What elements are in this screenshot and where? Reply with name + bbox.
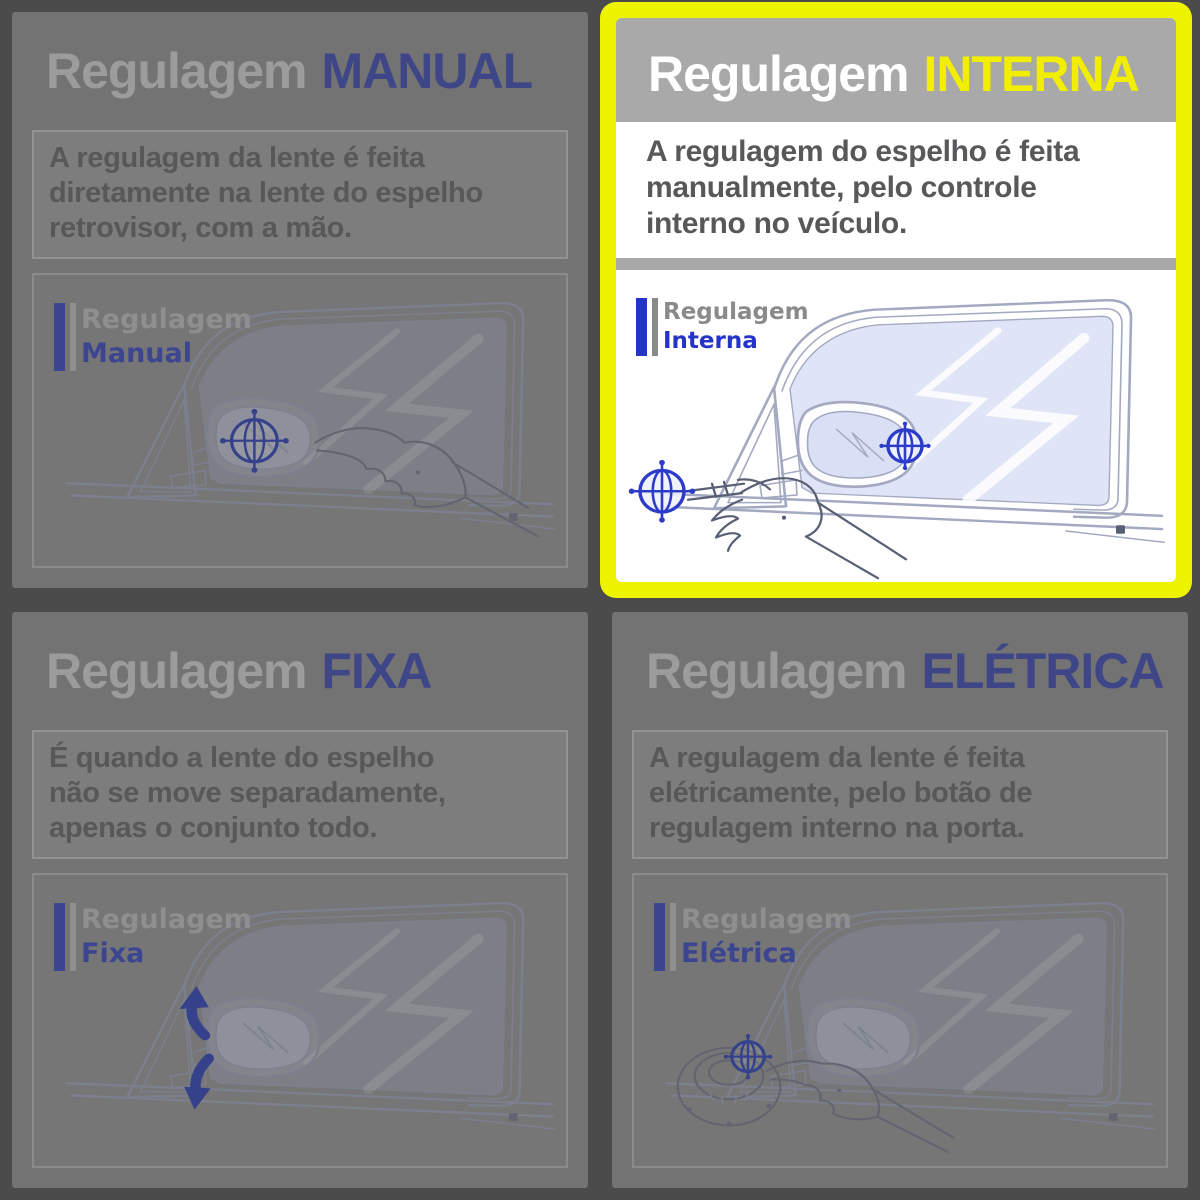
- description-line: diretamente na lente do espelho: [49, 177, 483, 209]
- description-line: retrovisor, com a mão.: [49, 212, 352, 244]
- description-box: [632, 730, 1168, 859]
- label-bar-blue: [54, 903, 65, 971]
- description-line: A regulagem do espelho é feita: [646, 135, 1080, 168]
- description-line: não se move separadamente,: [49, 777, 446, 809]
- label-bar-blue: [636, 298, 647, 356]
- header-accent-interna: INTERNA: [923, 46, 1139, 102]
- highlighted-panel-body: [616, 18, 1176, 582]
- description-line: regulagem interno na porta.: [649, 812, 1025, 844]
- illustration-fixa: [32, 873, 568, 1168]
- header-prefix: Regulagem: [646, 643, 907, 699]
- panel-regulagem-fixa[interactable]: [12, 612, 588, 1188]
- panel-header: [616, 18, 1176, 122]
- description-box: [616, 122, 1176, 258]
- illustration-label: [54, 903, 252, 971]
- header-prefix: Regulagem: [648, 46, 909, 102]
- label-bar-gray: [70, 903, 76, 971]
- illustration-interna: [616, 270, 1176, 582]
- label-bar-gray: [70, 303, 76, 371]
- header-prefix: Regulagem: [46, 43, 307, 99]
- panel-regulagem-manual[interactable]: [12, 12, 588, 588]
- header-accent-manual: MANUAL: [321, 43, 533, 99]
- illustration-label: [654, 903, 852, 971]
- illustration-label: [636, 298, 809, 356]
- label-bar-blue: [654, 903, 665, 971]
- description-line: A regulagem da lente é feita: [649, 742, 1025, 774]
- description-line: manualmente, pelo controle: [646, 171, 1037, 204]
- label-prefix: Regulagem: [663, 299, 809, 325]
- label-bar-blue: [54, 303, 65, 371]
- panel-header: [12, 12, 588, 122]
- label-bar-gray: [670, 903, 676, 971]
- description-box: [32, 130, 568, 259]
- header-accent-fixa: FIXA: [321, 643, 432, 699]
- description-line: É quando a lente do espelho: [49, 742, 435, 774]
- illustration-manual: [32, 273, 568, 568]
- panel-regulagem-interna-selected[interactable]: [600, 2, 1192, 598]
- label-accent: Fixa: [81, 938, 145, 969]
- label-accent: Elétrica: [681, 938, 797, 969]
- description-line: apenas o conjunto todo.: [49, 812, 378, 844]
- illustration-label: [54, 303, 252, 371]
- label-accent: Interna: [663, 328, 758, 354]
- panel-regulagem-eletrica[interactable]: [612, 612, 1188, 1188]
- description-line: A regulagem da lente é feita: [49, 142, 425, 174]
- header-prefix: Regulagem: [46, 643, 307, 699]
- header-accent-eletrica: ELÉTRICA: [921, 643, 1164, 699]
- description-box: [32, 730, 568, 859]
- label-bar-gray: [652, 298, 658, 356]
- panel-header: [12, 612, 588, 722]
- illustration-eletrica: [632, 873, 1168, 1168]
- label-prefix: Regulagem: [681, 904, 852, 935]
- label-prefix: Regulagem: [81, 904, 252, 935]
- description-line: interno no veículo.: [646, 207, 907, 240]
- crosshair-icon: [629, 460, 695, 523]
- label-prefix: Regulagem: [81, 304, 252, 335]
- description-line: elétricamente, pelo botão de: [649, 777, 1033, 809]
- panel-header: [612, 612, 1188, 722]
- label-accent: Manual: [81, 338, 193, 369]
